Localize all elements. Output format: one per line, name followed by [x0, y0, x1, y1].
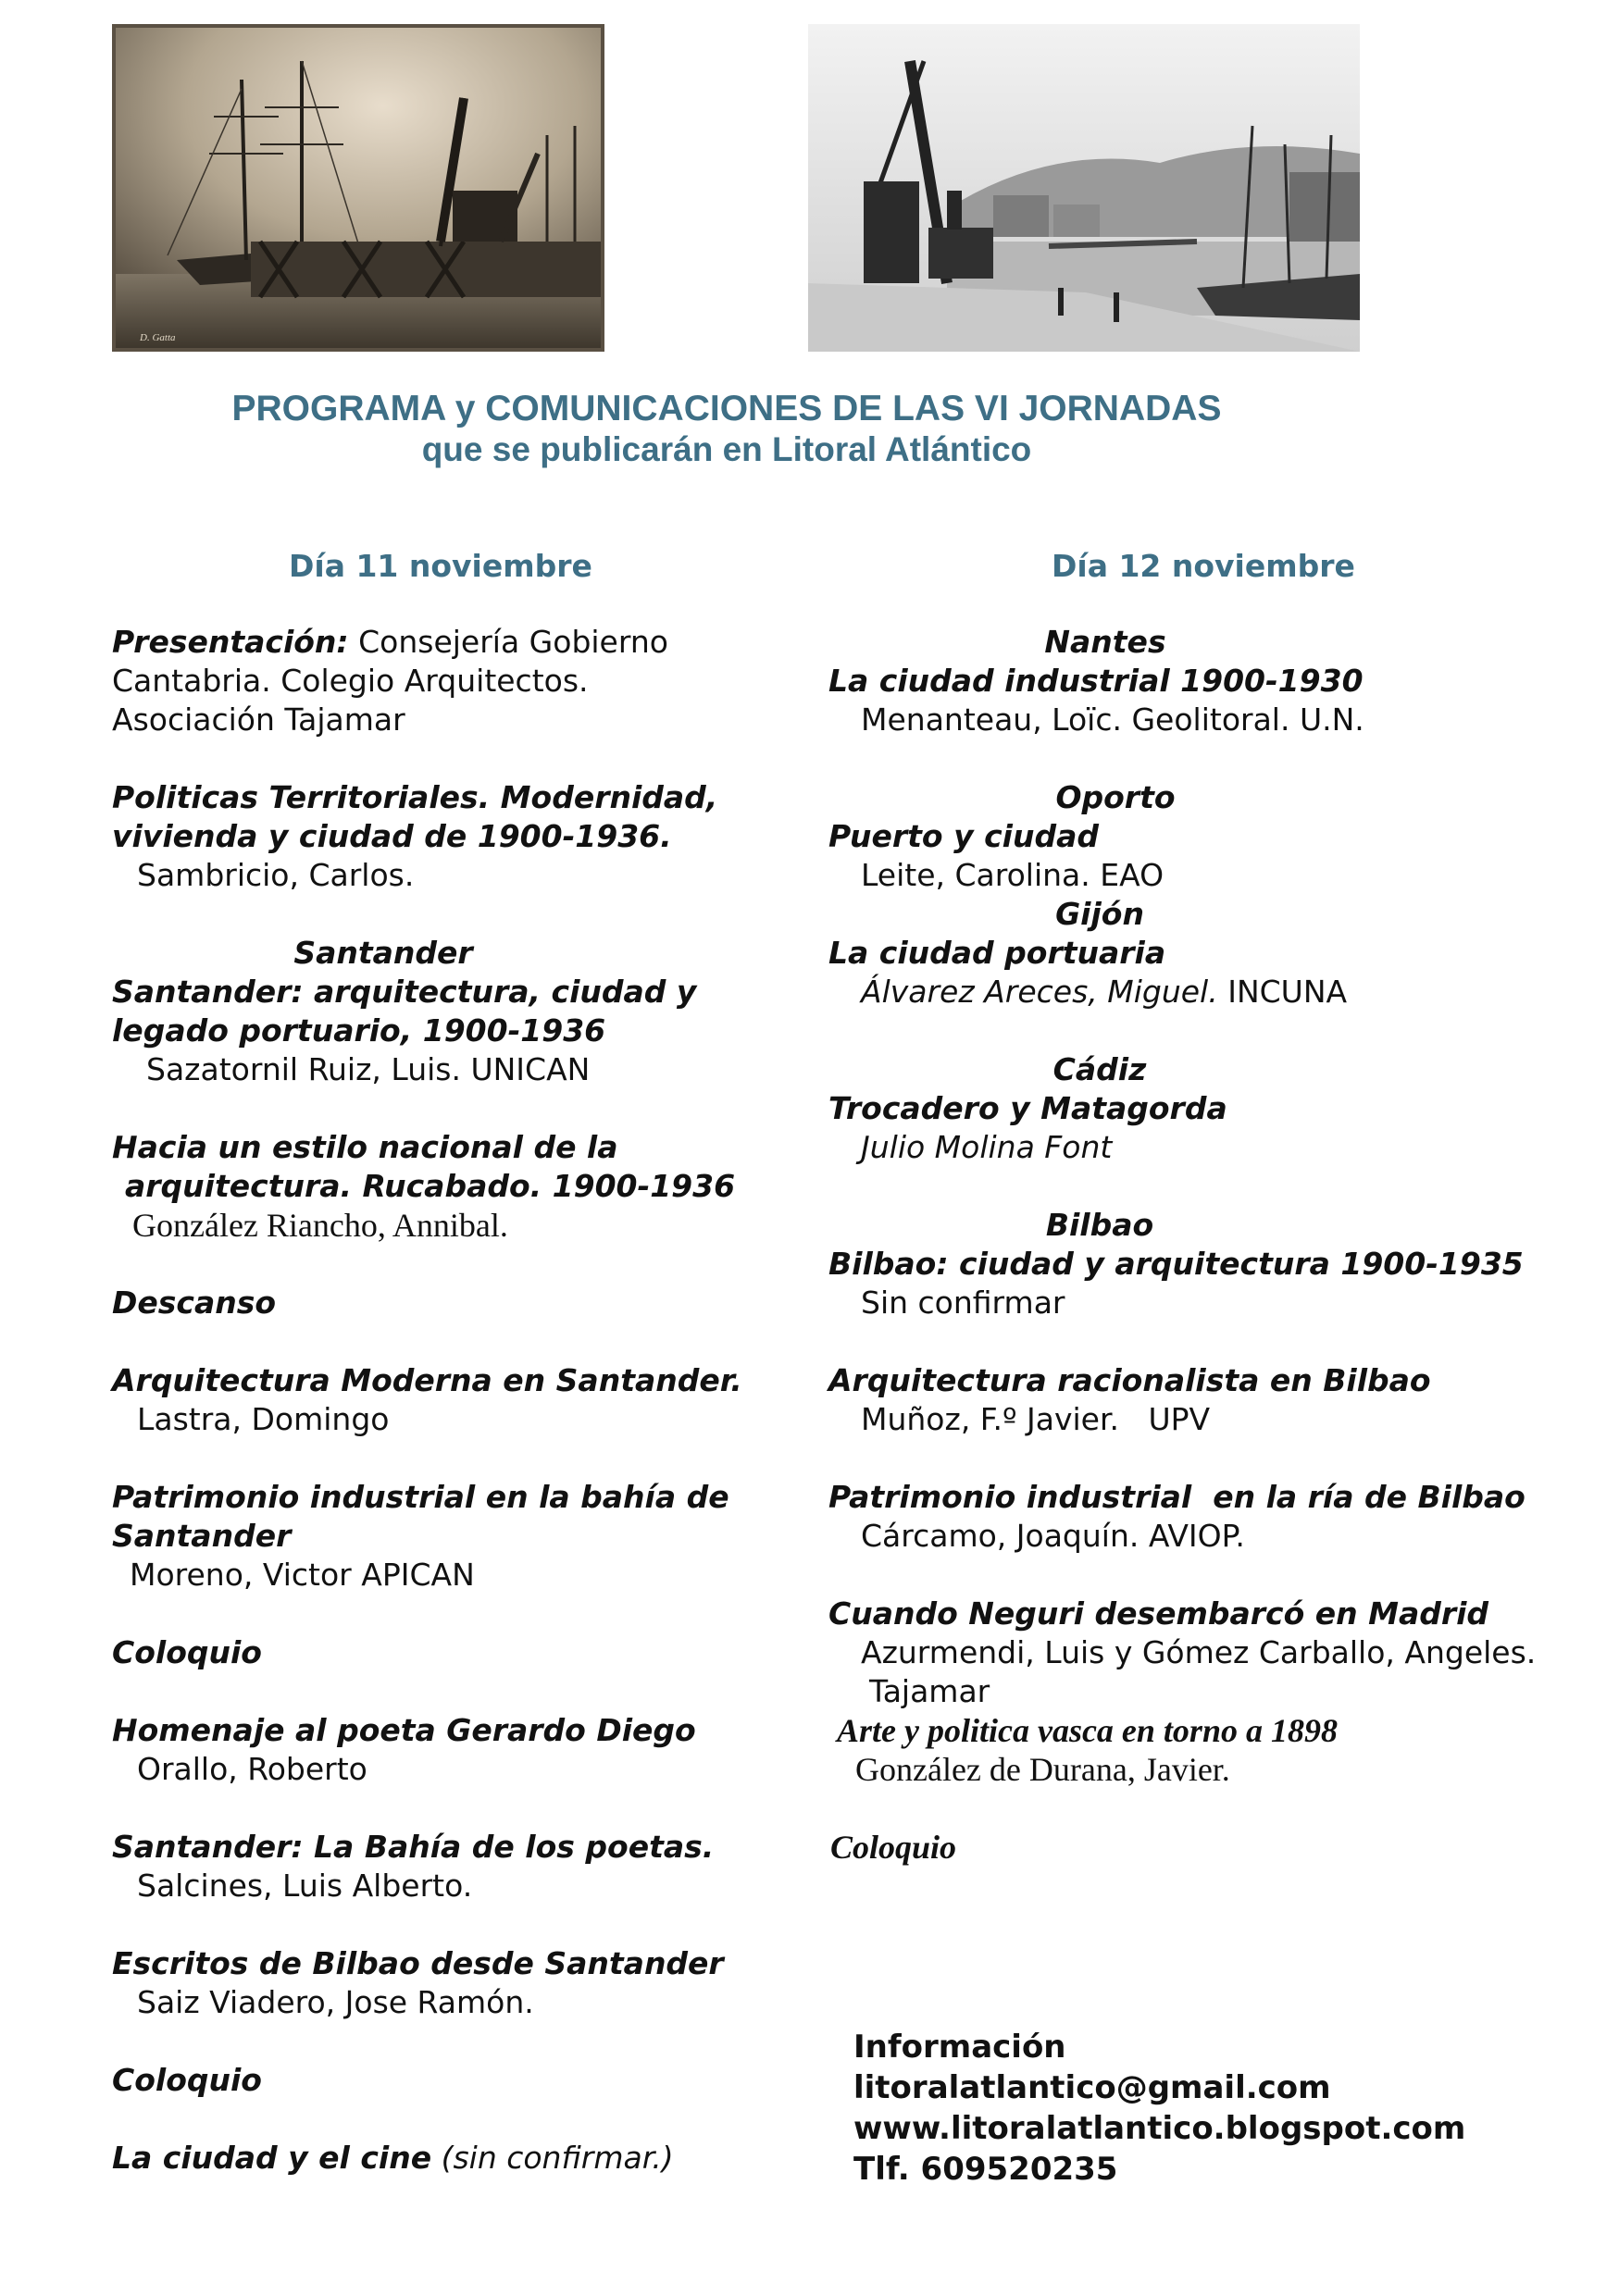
info-label: Información	[853, 2029, 1066, 2066]
talk-title: Patrimonio industrial en la ría de Bilbao	[828, 1479, 1526, 1515]
city-heading: Bilbao	[1045, 1207, 1154, 1243]
talk-title: Arquitectura Moderna en Santander.	[112, 1362, 742, 1398]
talk-title: Hacia un estilo nacional de la	[112, 1129, 618, 1165]
talk-author: Julio Molina Font	[861, 1129, 1113, 1165]
talk-title: Cuando Neguri desembarcó en Madrid	[828, 1595, 1489, 1632]
talk-title: Santander	[112, 1518, 292, 1554]
talk-author: Menanteau, Loïc. Geolitoral. U.N.	[861, 701, 1364, 738]
talk-title: Trocadero y Matagorda	[828, 1090, 1227, 1126]
talk-author: González Riancho, Annibal.	[132, 1207, 508, 1244]
contact-info	[853, 2027, 1465, 2190]
presentacion-label: Presentación:	[112, 624, 349, 660]
talk-title: Homenaje al poeta Gerardo Diego	[112, 1712, 696, 1748]
talk-author: Sazatornil Ruiz, Luis. UNICAN	[146, 1051, 591, 1087]
day1-program	[112, 623, 742, 2178]
city-heading: Gijón	[1055, 896, 1144, 932]
talk-author: Leite, Carolina. EAO	[861, 857, 1164, 893]
city-heading: Cádiz	[1052, 1051, 1147, 1087]
talk-title: Puerto y ciudad	[828, 818, 1099, 854]
day1-title: Día 11 noviembre	[289, 548, 592, 584]
talk-author: Azurmendi, Luis y Gómez Carballo, Angeles.	[861, 1634, 1537, 1670]
program-title: PROGRAMA y COMUNICACIONES DE LAS VI JORNADAS	[231, 389, 1222, 428]
photo-port-crane	[808, 24, 1360, 352]
talk-title: Escritos de Bilbao desde Santander	[112, 1945, 724, 1981]
photo-sailing-ship	[112, 24, 604, 352]
talk-title: La ciudad industrial 1900-1930	[828, 663, 1364, 699]
talk-title: vivienda y ciudad de 1900-1936.	[112, 818, 672, 854]
talk-author: Salcines, Luis Alberto.	[137, 1868, 473, 1904]
contact-phone: Tlf. 609520235	[853, 2151, 1118, 2188]
break-label: Descanso	[112, 1285, 277, 1321]
talk-author: Lastra, Domingo	[137, 1401, 390, 1437]
contact-email[interactable]: litoralatlantico@gmail.com	[853, 2069, 1331, 2106]
talk-author: Moreno, Victor APICAN	[130, 1557, 475, 1593]
talk-title: Politicas Territoriales. Modernidad,	[112, 779, 718, 815]
talk-title: La ciudad y el cine	[112, 2140, 432, 2176]
colloquium-label: Coloquio	[830, 1829, 957, 1866]
colloquium-label: Coloquio	[112, 1634, 262, 1670]
talk-title: Arte y politica vasca en torno a 1898	[837, 1712, 1338, 1749]
talk-title: Santander: La Bahía de los poetas.	[112, 1829, 715, 1865]
talk-author: Álvarez Areces, Miguel.	[861, 974, 1218, 1010]
presentacion-line-3: Asociación Tajamar	[112, 701, 405, 738]
cine-line	[112, 2139, 714, 2178]
talk-title: Arquitectura racionalista en Bilbao	[828, 1362, 1431, 1398]
talk-title: La ciudad portuaria	[828, 935, 1166, 971]
talk-author: Sambricio, Carlos.	[137, 857, 415, 893]
city-heading: Santander	[293, 935, 473, 971]
day2-program	[828, 623, 1588, 1867]
talk-author: Orallo, Roberto	[137, 1751, 367, 1787]
city-heading: Oporto	[1055, 779, 1176, 815]
talk-author: Saiz Viadero, Jose Ramón.	[137, 1984, 534, 2020]
presentacion-line-2: Cantabria. Colegio Arquitectos.	[112, 663, 589, 699]
talk-author: González de Durana, Javier.	[855, 1751, 1230, 1788]
contact-website[interactable]: www.litoralatlantico.blogspot.com	[853, 2110, 1466, 2147]
talk-author: Tajamar	[869, 1673, 990, 1709]
talk-note: (sin confirmar.)	[431, 2140, 674, 2176]
presentacion-text: Consejería Gobierno	[348, 624, 668, 660]
day2-title: Día 12 noviembre	[1052, 548, 1355, 584]
presentacion-line	[112, 623, 714, 662]
program-subtitle: que se publicarán en Litoral Atlántico	[421, 430, 1032, 468]
talk-title: Patrimonio industrial en la bahía de	[112, 1479, 729, 1515]
talk-title: Santander: arquitectura, ciudad y	[112, 974, 697, 1010]
photo-signature: D. Gatta	[140, 332, 176, 343]
colloquium-label: Coloquio	[112, 2062, 262, 2098]
talk-author: Sin confirmar	[861, 1285, 1065, 1321]
talk-org: INCUNA	[1217, 974, 1348, 1010]
talk-title: legado portuario, 1900-1936	[112, 1012, 606, 1049]
talk-author: Muñoz, F.º Javier. UPV	[861, 1401, 1211, 1437]
talk-title: Bilbao: ciudad y arquitectura 1900-1935	[828, 1246, 1524, 1282]
talk-title: arquitectura. Rucabado. 1900-1936	[125, 1168, 736, 1204]
city-heading: Nantes	[1044, 624, 1166, 660]
author-line	[828, 973, 1588, 1011]
talk-author: Cárcamo, Joaquín. AVIOP.	[861, 1518, 1245, 1554]
